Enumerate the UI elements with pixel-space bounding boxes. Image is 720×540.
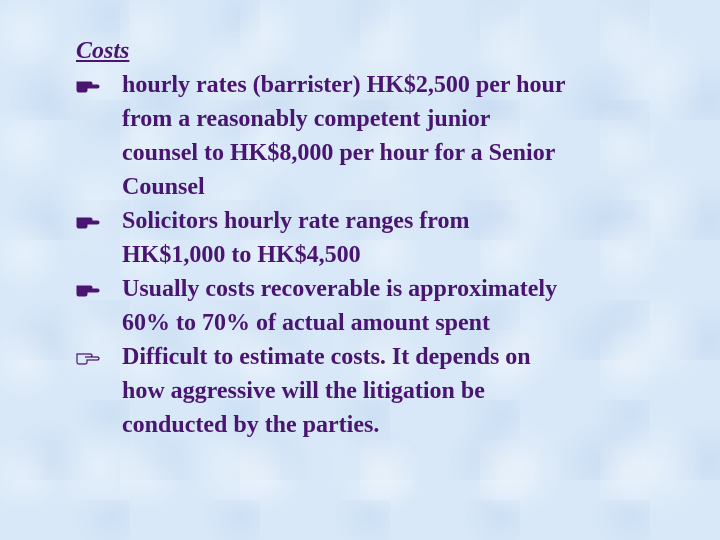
pointing-hand-icon [76,68,100,102]
bullet-line: Difficult to estimate costs. It depends on [122,344,531,370]
bullet-line: Counsel [122,174,205,200]
bullet-line: counsel to HK$8,000 per hour for a Senior [122,140,556,166]
bullet-list [76,68,676,442]
slide-heading: Costs [76,38,130,64]
bullet-item [76,340,676,442]
bullet-line: 60% to 70% of actual amount spent [122,310,491,336]
bullet-line: conducted by the parties. [122,412,380,438]
bullet-line: how aggressive will the litigation be [122,378,485,404]
pointing-hand-icon [76,272,100,306]
bullet-line: HK$1,000 to HK$4,500 [122,242,361,268]
pointing-hand-outline-icon [76,340,100,374]
bullet-line: Usually costs recoverable is approximately [122,276,558,302]
bullet-item [76,272,676,340]
bullet-item [76,204,676,272]
bullet-line: Solicitors hourly rate ranges from [122,208,470,234]
slide-content [76,34,676,442]
bullet-line: from a reasonably competent junior [122,106,491,132]
bullet-item [76,68,676,204]
pointing-hand-icon [76,204,100,238]
bullet-line: hourly rates (barrister) HK$2,500 per hour [122,72,566,98]
